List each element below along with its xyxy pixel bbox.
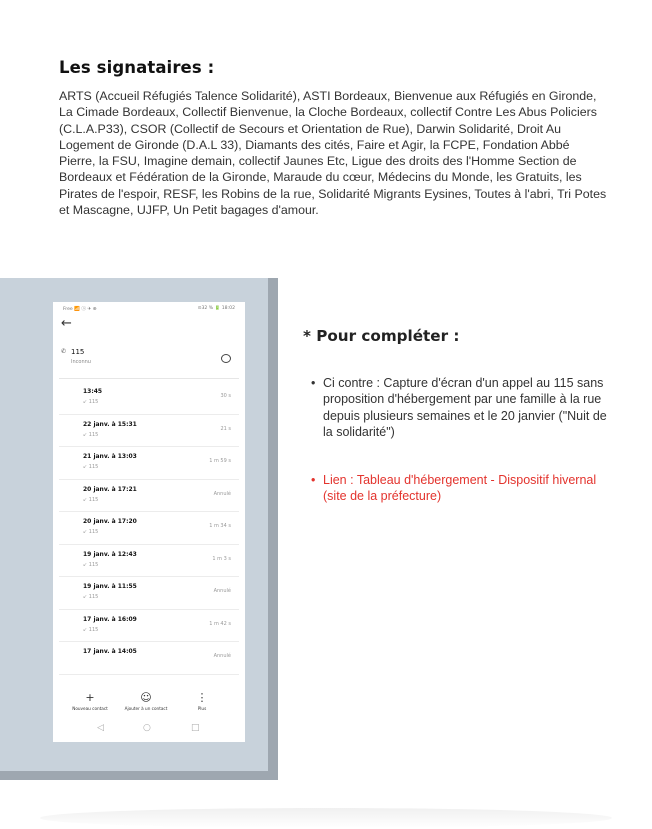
phone-action-bar bbox=[53, 692, 245, 722]
call-row[interactable] bbox=[59, 415, 239, 448]
call-row[interactable] bbox=[59, 642, 239, 675]
call-number: ↙ 115 bbox=[83, 399, 99, 405]
call-row[interactable] bbox=[59, 577, 239, 610]
complement-list bbox=[311, 375, 611, 505]
call-date: 13:45 bbox=[83, 388, 103, 395]
prefecture-link[interactable]: • Lien : Tableau d'hébergement - Dispositif hivernal (site de la préfecture) bbox=[311, 472, 611, 505]
status-right: ⊙32 % 🔋 18:02 bbox=[197, 306, 235, 311]
more-dots-icon: ⋮ bbox=[196, 691, 208, 704]
call-number: ↙ 115 bbox=[83, 626, 99, 633]
call-duration: 1 m 42 s bbox=[209, 620, 231, 627]
call-number: ↙ 115 bbox=[83, 561, 99, 568]
call-number: ↙ 115 bbox=[83, 464, 99, 470]
call-duration: Annulé bbox=[213, 653, 231, 659]
back-arrow-icon[interactable]: ← bbox=[61, 316, 72, 331]
plus-icon: + bbox=[85, 691, 95, 704]
call-number: ↙ 115 bbox=[83, 496, 99, 503]
call-date: 17 janv. à 14:05 bbox=[83, 648, 137, 655]
call-row[interactable] bbox=[59, 512, 239, 545]
nav-home-icon[interactable]: ○ bbox=[143, 723, 151, 733]
contact-status: Inconnu bbox=[71, 359, 91, 365]
signatories-paragraph: ARTS (Accueil Réfugiés Talence Solidarité), ASTI Bordeaux, Bienvenue aux Réfugiés en Gironde, La Cimade Bordeaux, Collectif Bienvenue, la Cloche Bordeaux, collectif Contre Les Abus Policiers (C.L.A.P33), CSOR (Collectif de Secours et Orientation de Rue), Darwin Solidarité, Droit Au Logement de Gironde (D.A.L 33), Diamants des cités, Faire et Agir, la FCPE, Fondation Abbé Pierre, la FSU, Imagine demain, collectif Jaunes Etc, Ligue des droits des l'Homme Section de Bordeaux et Fédération de la Gironde, Maraude du cœur, Médecins du Monde, les Gratuits, les Pirates de l'espoir, RESF, les Robins de la rue, Solidarité Migrants Eysines, Toutes à l'abri, Tri Potes et Mascagne, UJFP, Un Petit bagages d'amour. bbox=[59, 89, 607, 218]
phone-icon: ✆ bbox=[61, 348, 67, 355]
phone-status-bar bbox=[53, 306, 245, 316]
phone-call-log-screenshot bbox=[53, 302, 245, 742]
call-row[interactable] bbox=[59, 610, 239, 643]
contact-card bbox=[59, 345, 239, 379]
add-to-contact-label: Ajouter à un contact bbox=[124, 706, 168, 711]
call-date: 19 janv. à 12:43 bbox=[83, 550, 137, 558]
call-history-list bbox=[59, 382, 239, 675]
call-number: ↙ 115 bbox=[83, 529, 99, 535]
call-date: 19 janv. à 11:55 bbox=[83, 583, 137, 590]
call-date: 20 janv. à 17:20 bbox=[83, 518, 137, 525]
new-contact-button[interactable] bbox=[65, 692, 115, 711]
call-number: ↙ 115 bbox=[83, 594, 99, 600]
call-duration: Annulé bbox=[213, 588, 231, 594]
contact-number: 115 bbox=[71, 348, 85, 356]
phone-navigation-bar bbox=[53, 723, 245, 737]
call-duration: 1 m 34 s bbox=[209, 523, 231, 529]
add-to-contact-button[interactable] bbox=[121, 692, 171, 711]
new-contact-label: Nouveau contact bbox=[72, 706, 108, 711]
status-left: Free 📶 ⓐ ✈ ⊕ bbox=[63, 307, 97, 312]
call-duration: 21 s bbox=[220, 425, 231, 432]
call-duration: Annulé bbox=[213, 490, 231, 497]
complement-title: * Pour compléter : bbox=[303, 327, 460, 345]
call-duration: 30 s bbox=[220, 393, 231, 399]
more-label: Plus bbox=[197, 706, 207, 711]
call-date: 22 janv. à 15:31 bbox=[83, 420, 137, 428]
nav-back-icon[interactable]: ◁ bbox=[97, 723, 104, 733]
call-row[interactable] bbox=[59, 447, 239, 480]
screenshot-caption-item: • Ci contre : Capture d'écran d'un appel au 115 sans proposition d'hébergement par une famille à la rue depuis plusieurs semaines et le 20 janvier ("Nuit de la solidarité") bbox=[311, 375, 611, 440]
call-date: 21 janv. à 13:03 bbox=[83, 453, 137, 460]
call-row[interactable] bbox=[59, 382, 239, 415]
call-duration: 1 m 3 s bbox=[212, 555, 231, 562]
nav-recent-icon[interactable]: □ bbox=[191, 723, 200, 733]
signatories-title: Les signataires : bbox=[59, 58, 215, 77]
call-duration: 1 m 59 s bbox=[209, 458, 231, 464]
call-row[interactable] bbox=[59, 545, 239, 578]
call-date: 20 janv. à 17:21 bbox=[83, 485, 137, 493]
person-icon: ☺ bbox=[140, 691, 152, 704]
call-number: ↙ 115 bbox=[83, 431, 99, 438]
more-button[interactable] bbox=[177, 692, 227, 711]
page-footer-shadow bbox=[40, 808, 612, 828]
call-date: 17 janv. à 16:09 bbox=[83, 615, 137, 623]
message-icon[interactable] bbox=[221, 354, 231, 363]
call-row[interactable] bbox=[59, 480, 239, 513]
